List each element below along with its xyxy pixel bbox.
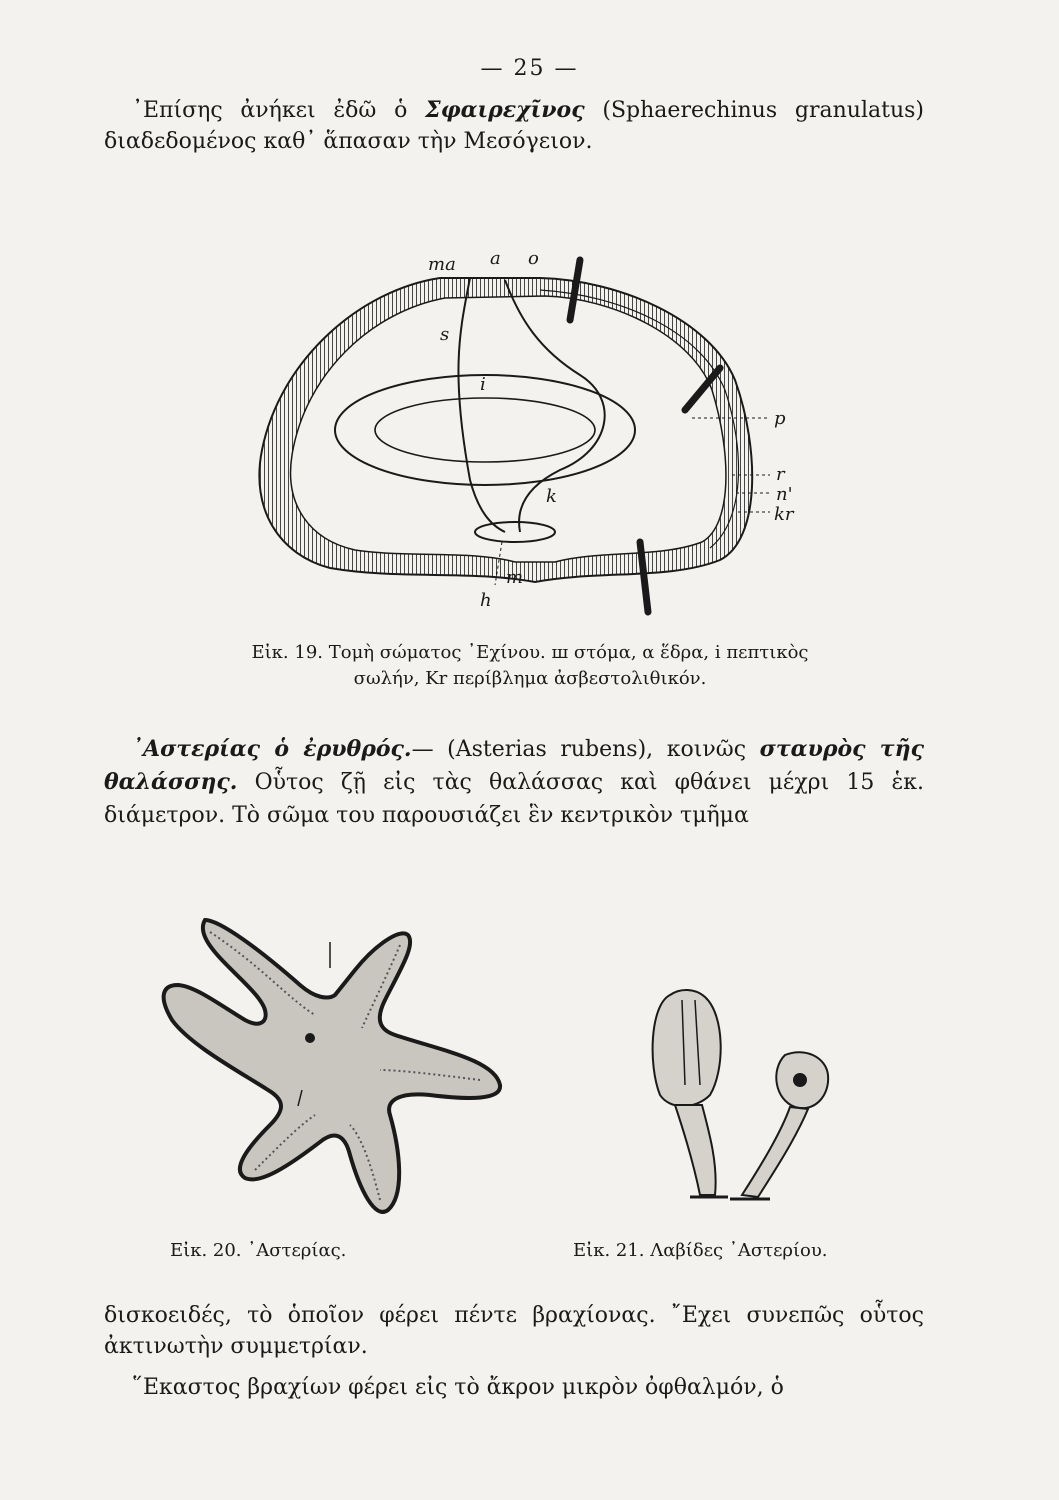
figure-19-caption-line1: Εἰκ. 19. Τομὴ σώματος ᾿Εχίνου. ш στόμα, α ἕδρα, i πεπτικὸς <box>251 642 809 663</box>
pedicellaria-left-stalk <box>675 1105 716 1195</box>
para2-rest: Οὗτος ζῇ εἰς τὰς θαλάσσας καὶ φθάνει μέχρι 15 ἑκ. διάμετρον. Τὸ σῶμα του παρουσιάζει ἓν κεντρικὸν τμῆμα <box>104 770 924 828</box>
label-i: i <box>480 374 486 395</box>
figure-20-starfish <box>150 910 520 1230</box>
figure-21-pedicellariae <box>630 985 920 1215</box>
page-number: — 25 — <box>480 56 579 81</box>
pedicellaria-left-head <box>653 990 721 1106</box>
figure-19-caption <box>150 640 910 692</box>
paragraph-continuation: δισκοειδές, τὸ ὁποῖον φέρει πέντε βραχίονας. ῎Εχει συνεπῶς οὗτος ἀκτινωτὴν συμμετρίαν. <box>104 1303 924 1359</box>
figure-21-caption: Εἰκ. 21. Λαβίδες ᾿Αστερίου. <box>573 1240 828 1261</box>
label-o: o <box>528 250 539 269</box>
para4-text: ῞Εκαστος βραχίων φέρει εἰς τὸ ἄκρον μικρὸν ὀφθαλμόν, ὁ <box>132 1375 784 1400</box>
label-r: r <box>776 464 785 485</box>
term-stavros: σταυρὸς τῆς θαλάσσης. <box>104 736 924 795</box>
paragraph-asterias <box>104 733 924 832</box>
figure-19-echinus-section <box>240 250 820 620</box>
figure-19-caption-line2: σωλήν, Kr περίβλημα ἀσβεστολιθικόν. <box>353 668 707 689</box>
para2-mid: — (Asterias rubens), κοινῶς <box>411 737 760 762</box>
label-kr: kr <box>774 504 794 525</box>
paragraph-sphaerechinus <box>104 95 924 157</box>
para1-rest: (Sphaerechinus granulatus) διαδεδομένος καθ᾿ ἅπασαν τὴν Μεσόγειον. <box>104 98 924 154</box>
label-n: n' <box>776 484 793 505</box>
label-ma: ma <box>428 254 456 275</box>
label-a: a <box>490 250 501 269</box>
starfish-body <box>164 920 500 1212</box>
madreporite <box>305 1033 315 1043</box>
para1-start: ᾿Επίσης ἀνήκει ἐδῶ ὁ <box>132 98 426 123</box>
label-m: m <box>506 567 524 588</box>
term-sphaerechinus: Σφαιρεχῖνος <box>425 97 585 123</box>
paragraph-arm-eye <box>104 1372 924 1403</box>
label-h: h <box>480 590 492 611</box>
pedicellaria-right-stalk <box>742 1107 808 1197</box>
label-p: p <box>774 408 786 429</box>
term-asterias: ᾿Αστερίας ὁ ἐρυθρός. <box>132 736 412 762</box>
figure-20-caption: Εἰκ. 20. ᾿Αστερίας. <box>170 1240 347 1261</box>
label-s: s <box>440 324 450 345</box>
label-k: k <box>546 486 557 507</box>
